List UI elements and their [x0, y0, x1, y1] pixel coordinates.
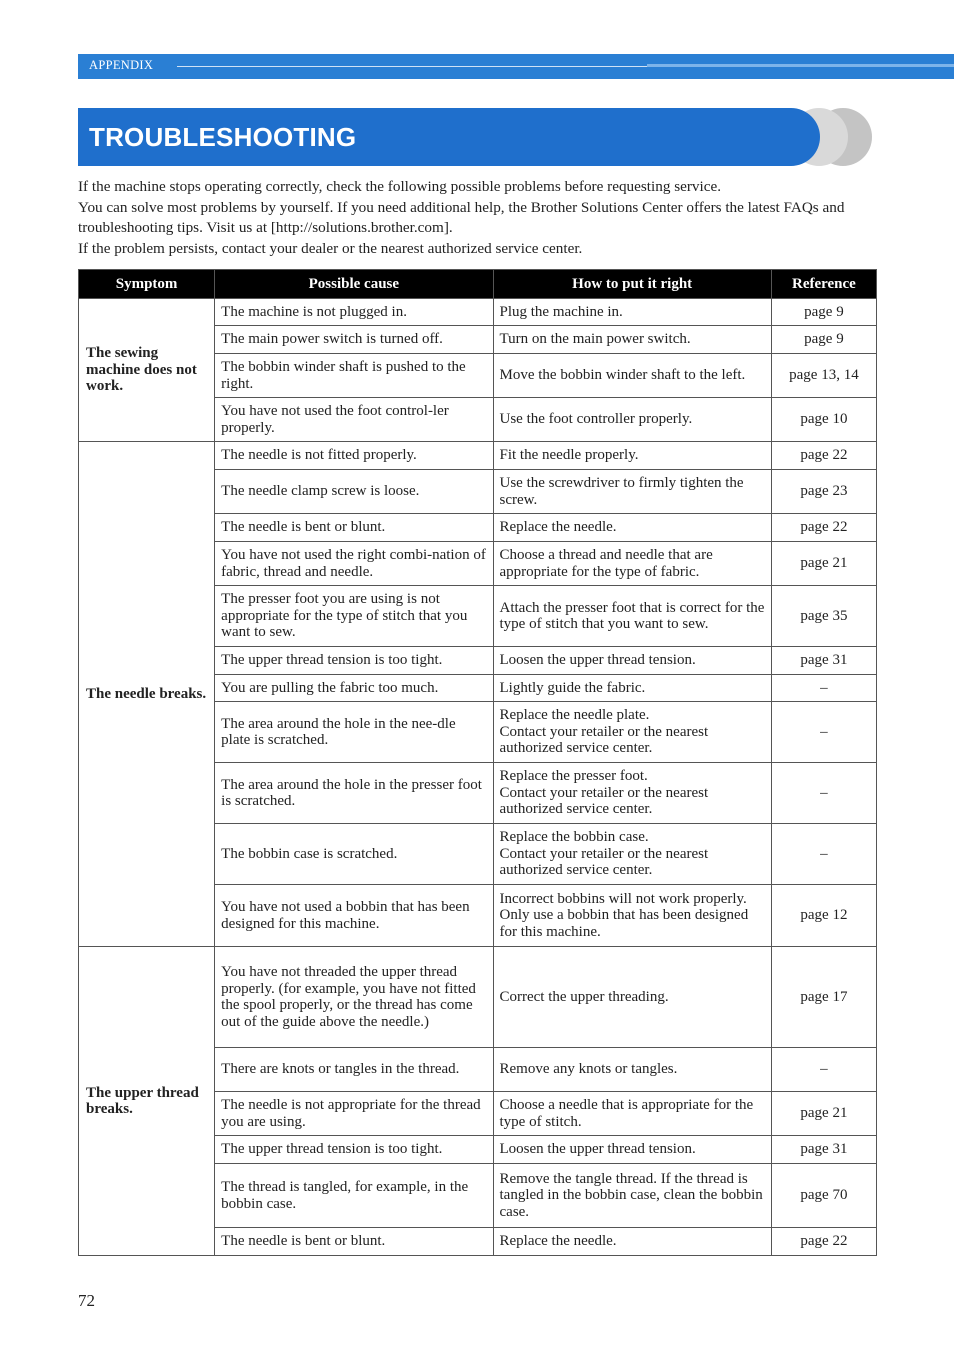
cause-cell: You have not used the right combi-nation of fabric, thread and needle. [215, 542, 493, 586]
cause-cell: The needle clamp screw is loose. [215, 470, 493, 514]
fix-cell: Turn on the main power switch. [493, 326, 771, 354]
fix-cell: Replace the needle. [493, 514, 771, 542]
cause-cell: The area around the hole in the nee-dle plate is scratched. [215, 702, 493, 763]
intro-paragraph: If the machine stops operating correctly, check the following possible problems before requesting service. [78, 178, 722, 195]
cause-cell: The area around the hole in the presser foot is scratched. [215, 763, 493, 824]
fix-cell: Fit the needle properly. [493, 442, 771, 470]
header-rule-accent [647, 64, 954, 67]
fix-cell: Loosen the upper thread tension. [493, 1136, 771, 1164]
reference-cell: page 17 [771, 947, 876, 1048]
fix-cell: Replace the needle. [493, 1228, 771, 1256]
cause-cell: You are pulling the fabric too much. [215, 675, 493, 702]
table-body [79, 299, 877, 1256]
reference-cell: – [771, 763, 876, 824]
cause-cell: You have not used a bobbin that has been designed for this machine. [215, 885, 493, 947]
cause-cell: There are knots or tangles in the thread. [215, 1048, 493, 1092]
reference-cell: page 10 [771, 398, 876, 442]
reference-cell: page 31 [771, 1136, 876, 1164]
table-header-row [79, 270, 877, 299]
cause-cell: The needle is bent or blunt. [215, 1228, 493, 1256]
reference-cell: – [771, 675, 876, 702]
fix-cell: Choose a needle that is appropriate for the type of stitch. [493, 1092, 771, 1136]
reference-cell: page 13, 14 [771, 354, 876, 398]
fix-cell: Replace the presser foot. Contact your retailer or the nearest authorized service center. [493, 763, 771, 824]
header-how-to-fix: How to put it right [493, 270, 771, 299]
intro-paragraph: You can solve most problems by yourself. If you need additional help, the Brother Solutions Center offers the latest FAQs and troubleshooting tips. Visit us at [http://solutions.brother.com]. [78, 198, 845, 236]
reference-cell: – [771, 824, 876, 885]
cause-cell: You have not used the foot control-ler properly. [215, 398, 493, 442]
fix-cell: Incorrect bobbins will not work properly. Only use a bobbin that has been designed for this machine. [493, 885, 771, 947]
intro-paragraph: If the problem persists, contact your dealer or the nearest authorized service center. [78, 239, 583, 257]
reference-cell: page 35 [771, 586, 876, 647]
troubleshooting-table [78, 269, 877, 1256]
cause-cell: The bobbin case is scratched. [215, 824, 493, 885]
cause-cell: The upper thread tension is too tight. [215, 647, 493, 675]
fix-cell: Remove the tangle thread. If the thread is tangled in the bobbin case, clean the bobbin case. [493, 1164, 771, 1228]
reference-cell: page 22 [771, 442, 876, 470]
fix-cell: Attach the presser foot that is correct for the type of stitch that you want to sew. [493, 586, 771, 647]
cause-cell: The thread is tangled, for example, in the bobbin case. [215, 1164, 493, 1228]
fix-cell: Use the foot controller properly. [493, 398, 771, 442]
cause-cell: The upper thread tension is too tight. [215, 1136, 493, 1164]
page-number: 72 [78, 1291, 95, 1310]
fix-cell: Choose a thread and needle that are appropriate for the type of fabric. [493, 542, 771, 586]
reference-cell: page 12 [771, 885, 876, 947]
header-reference: Reference [771, 270, 876, 299]
fix-cell: Move the bobbin winder shaft to the left. [493, 354, 771, 398]
intro-text [78, 177, 878, 259]
fix-cell: Correct the upper threading. [493, 947, 771, 1048]
cause-cell: The presser foot you are using is not appropriate for the type of stitch that you want to sew. [215, 586, 493, 647]
header-symptom: Symptom [79, 270, 215, 299]
section-header-band [78, 54, 954, 79]
reference-cell: – [771, 1048, 876, 1092]
cause-cell: The needle is not appropriate for the thread you are using. [215, 1092, 493, 1136]
header-possible-cause: Possible cause [215, 270, 493, 299]
table-row [79, 947, 877, 1048]
cause-cell: The bobbin winder shaft is pushed to the right. [215, 354, 493, 398]
reference-cell: page 22 [771, 514, 876, 542]
fix-cell: Loosen the upper thread tension. [493, 647, 771, 675]
reference-cell: page 23 [771, 470, 876, 514]
fix-cell: Lightly guide the fabric. [493, 675, 771, 702]
cause-cell: The needle is not fitted properly. [215, 442, 493, 470]
fix-cell: Replace the needle plate. Contact your retailer or the nearest authorized service center. [493, 702, 771, 763]
reference-cell: page 9 [771, 326, 876, 354]
page-title: TROUBLESHOOTING [89, 122, 357, 152]
table-row [79, 442, 877, 470]
reference-cell: page 70 [771, 1164, 876, 1228]
table-row [79, 299, 877, 326]
reference-cell: page 21 [771, 542, 876, 586]
header-rule [177, 66, 647, 67]
reference-cell: – [771, 702, 876, 763]
cause-cell: You have not threaded the upper thread properly. (for example, you have not fitted the spool properly, or the thread has come out of the guide above the needle.) [215, 947, 493, 1048]
reference-cell: page 9 [771, 299, 876, 326]
symptom-cell: The upper thread breaks. [79, 947, 215, 1256]
fix-cell: Remove any knots or tangles. [493, 1048, 771, 1092]
reference-cell: page 31 [771, 647, 876, 675]
cause-cell: The main power switch is turned off. [215, 326, 493, 354]
reference-cell: page 22 [771, 1228, 876, 1256]
fix-cell: Replace the bobbin case. Contact your retailer or the nearest authorized service center. [493, 824, 771, 885]
reference-cell: page 21 [771, 1092, 876, 1136]
fix-cell: Plug the machine in. [493, 299, 771, 326]
symptom-cell: The needle breaks. [79, 442, 215, 947]
fix-cell: Use the screwdriver to firmly tighten the screw. [493, 470, 771, 514]
title-banner [78, 108, 878, 166]
cause-cell: The needle is bent or blunt. [215, 514, 493, 542]
cause-cell: The machine is not plugged in. [215, 299, 493, 326]
section-label: APPENDIX [89, 58, 154, 72]
symptom-cell: The sewing machine does not work. [79, 299, 215, 442]
